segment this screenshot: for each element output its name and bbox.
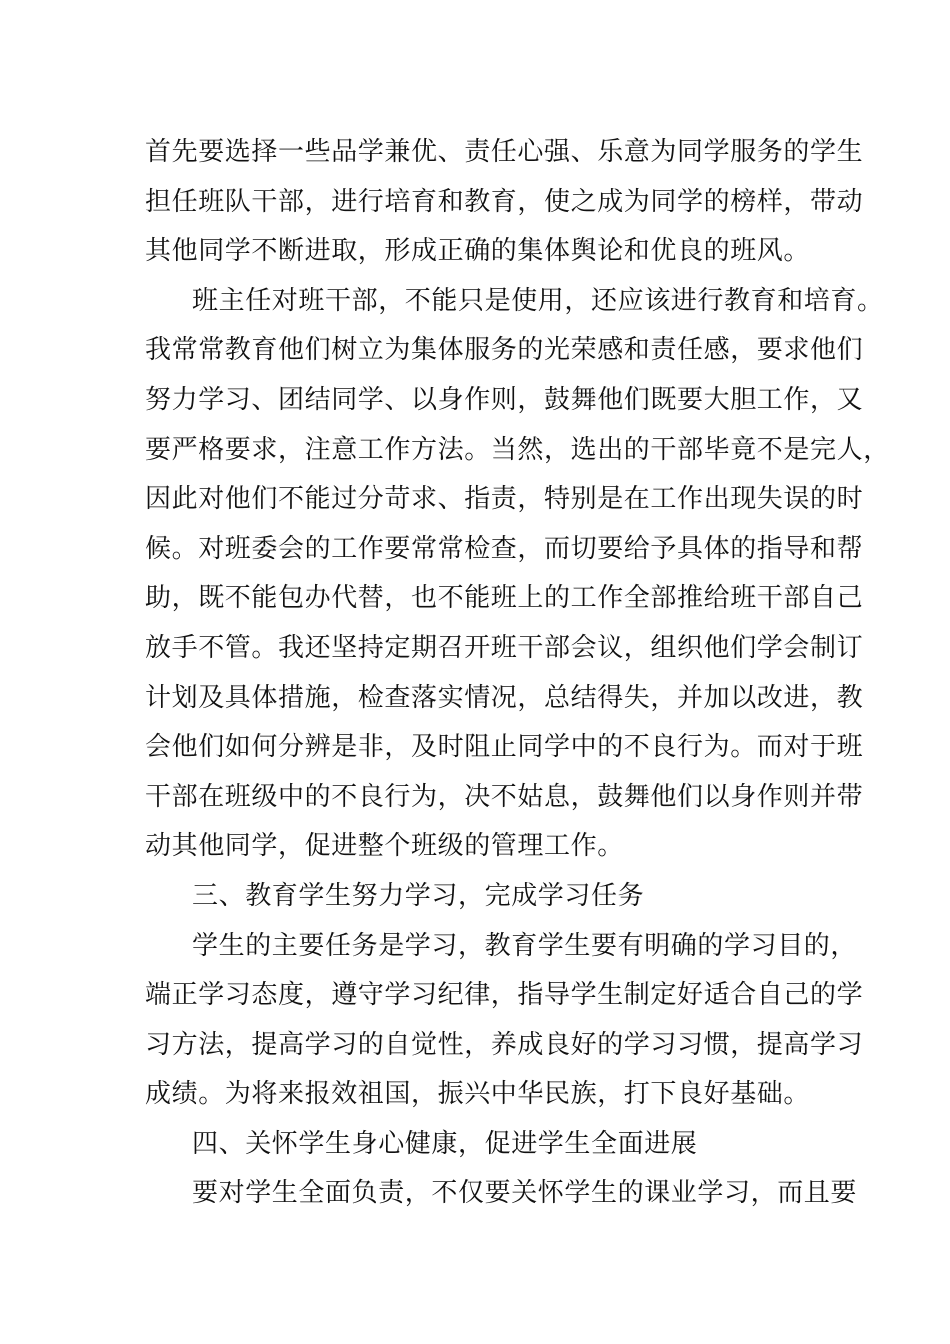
paragraph-line: 要严格要求，注意工作方法。当然，选出的干部毕竟不是完人， [145,434,890,465]
paragraph-line: 担任班队干部，进行培育和教育，使之成为同学的榜样，带动 [145,186,864,217]
paragraph-line: 首先要选择一些品学兼优、责任心强、乐意为同学服务的学生 [145,137,864,167]
paragraph-line: 学生的主要任务是学习，教育学生要有明确的学习目的， [192,930,858,961]
paragraph-line: 会他们如何分辨是非，及时阻止同学中的不良行为。而对于班 [145,732,864,763]
paragraph-line: 端正学习态度，遵守学习纪律，指导学生制定好适合自己的学 [145,980,864,1011]
paragraph-line: 其他同学不断进取，形成正确的集体舆论和优良的班风。 [145,236,811,267]
paragraph-line: 成绩。为将来报效祖国，振兴中华民族，打下良好基础。 [145,1079,811,1110]
paragraph-line: 干部在班级中的不良行为，决不姑息，鼓舞他们以身作则并带 [145,781,864,812]
paragraph-line: 计划及具体措施，检查落实情况，总结得失，并加以改进，教 [145,682,864,713]
paragraph-line: 候。对班委会的工作要常常检查，而切要给予具体的指导和帮 [145,533,864,564]
document-body [145,128,890,1219]
paragraph-line: 努力学习、团结同学、以身作则，鼓舞他们既要大胆工作，又 [145,384,864,415]
paragraph-line: 要对学生全面负责，不仅要关怀学生的课业学习，而且要 [192,1178,858,1209]
paragraph-line: 助，既不能包办代替，也不能班上的工作全部推给班干部自己 [145,583,864,614]
paragraph-line: 动其他同学，促进整个班级的管理工作。 [145,831,624,862]
paragraph-line: 习方法，提高学习的自觉性，养成良好的学习习惯，提高学习 [145,1029,864,1060]
paragraph-line: 我常常教育他们树立为集体服务的光荣感和责任感，要求他们 [145,335,864,366]
section-heading: 四、关怀学生身心健康，促进学生全面进展 [192,1128,698,1159]
paragraph-line: 放手不管。我还坚持定期召开班干部会议，组织他们学会制订 [145,632,864,663]
section-heading: 三、教育学生努力学习，完成学习任务 [192,880,645,911]
paragraph-line: 班主任对班干部，不能只是使用，还应该进行教育和培育。 [192,285,884,316]
paragraph-line: 因此对他们不能过分苛求、指责，特别是在工作出现失误的时 [145,484,864,515]
